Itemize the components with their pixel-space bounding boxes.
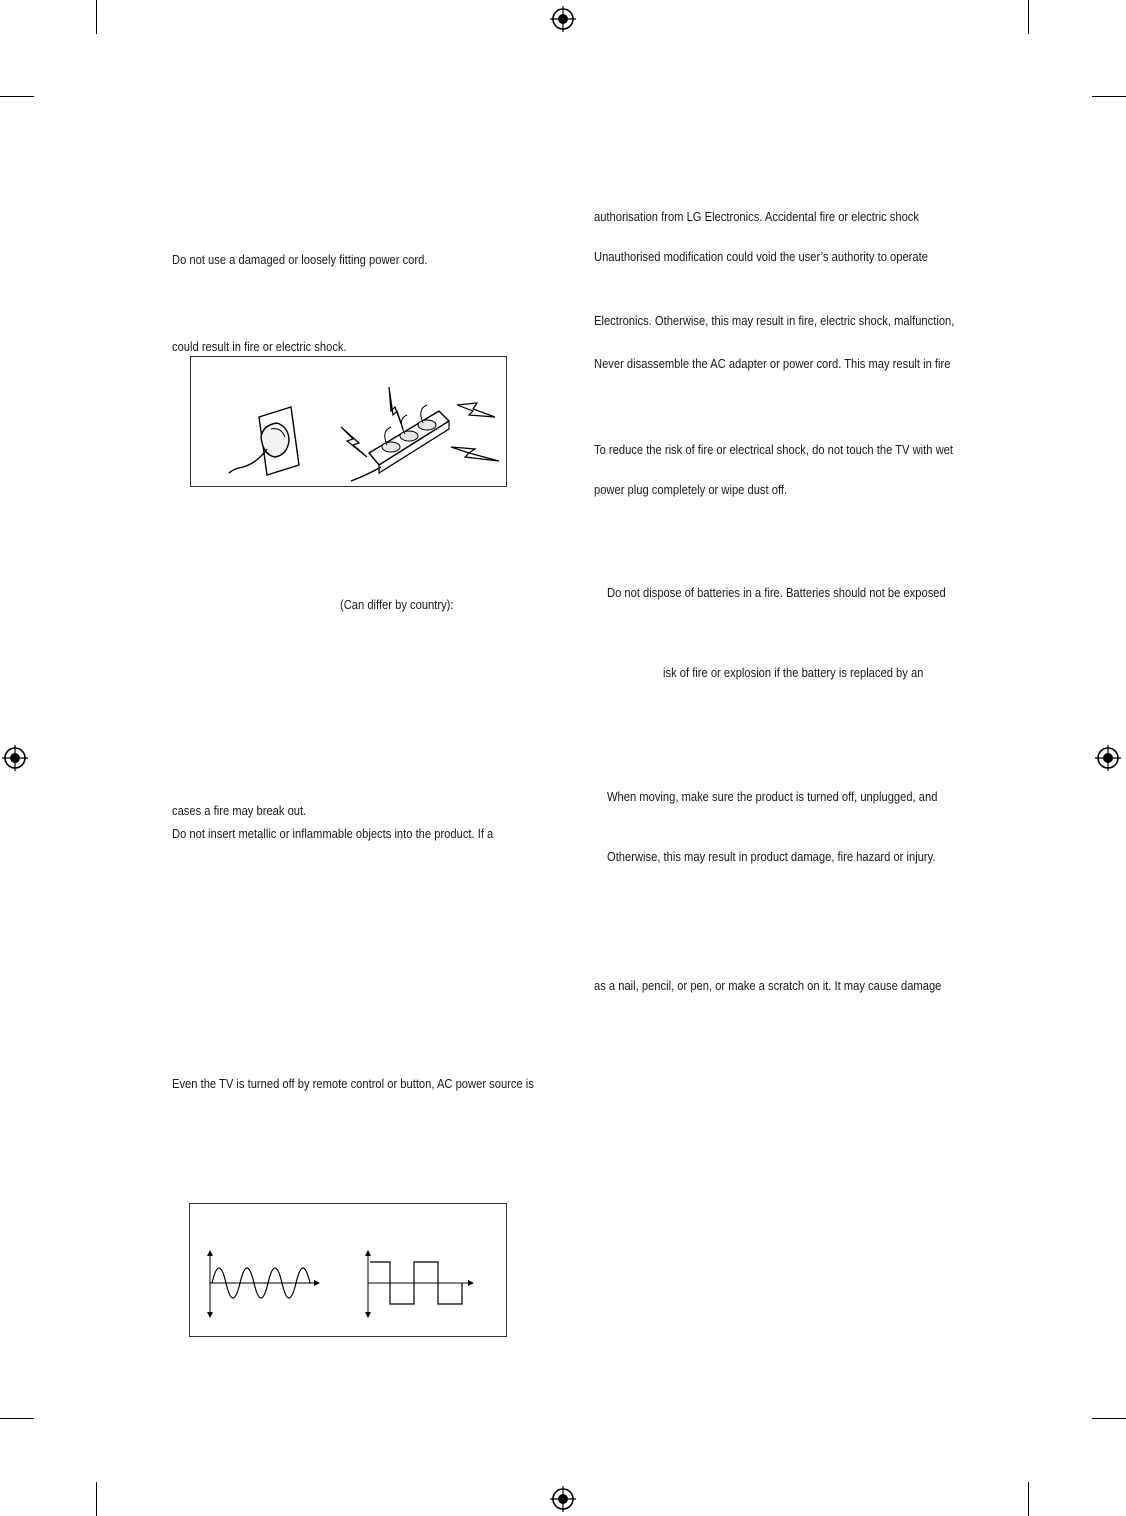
registration-mark-icon (550, 6, 576, 32)
crop-mark-right-top (1092, 96, 1126, 97)
right-text-line: When moving, make sure the product is turned off, unplugged, and (607, 789, 938, 804)
right-text-line: Electronics. Otherwise, this may result in fire, electric shock, malfunction, (594, 313, 955, 328)
crop-mark-top-left (96, 0, 97, 34)
left-text-line: cases a fire may break out. (172, 803, 307, 818)
registration-mark-icon (2, 745, 28, 771)
crop-mark-left-bottom (0, 1418, 34, 1419)
crop-mark-left-top (0, 96, 34, 97)
right-text-line: Never disassemble the AC adapter or power cord. This may result in fire (594, 356, 951, 371)
waveform-illustration-frame (189, 1203, 507, 1337)
registration-mark-icon (550, 1486, 576, 1512)
registration-mark-icon (1095, 745, 1121, 771)
right-text-line: Otherwise, this may result in product damage, fire hazard or injury. (607, 849, 936, 864)
crop-mark-top-right (1028, 0, 1029, 34)
sine-and-square-wave-icon (190, 1204, 506, 1336)
crop-mark-bottom-left (96, 1482, 97, 1516)
left-text-line: could result in fire or electric shock. (172, 339, 347, 354)
left-text-line: Do not insert metallic or inflammable objects into the product. If a (172, 826, 494, 841)
right-text-line: authorisation from LG Electronics. Accidental fire or electric shock (594, 209, 919, 224)
crop-mark-bottom-right (1028, 1482, 1029, 1516)
left-text-line: Do not use a damaged or loosely fitting power cord. (172, 252, 428, 267)
right-text-line: as a nail, pencil, or pen, or make a scratch on it. It may cause damage (594, 978, 942, 993)
right-text-line: Unauthorised modification could void the user’s authority to operate (594, 249, 928, 264)
left-text-line: Even the TV is turned off by remote control or button, AC power source is (172, 1076, 534, 1091)
crop-mark-right-bottom (1092, 1418, 1126, 1419)
right-text-line: Do not dispose of batteries in a fire. Batteries should not be exposed (607, 585, 946, 600)
right-text-line: To reduce the risk of fire or electrical shock, do not touch the TV with wet (594, 442, 953, 457)
left-text-line: (Can differ by country): (340, 597, 454, 612)
right-text-line: isk of fire or explosion if the battery is replaced by an (663, 665, 924, 680)
plug-and-power-strip-icon (191, 357, 506, 486)
right-text-line: power plug completely or wipe dust off. (594, 482, 788, 497)
plug-illustration-frame (190, 356, 507, 487)
